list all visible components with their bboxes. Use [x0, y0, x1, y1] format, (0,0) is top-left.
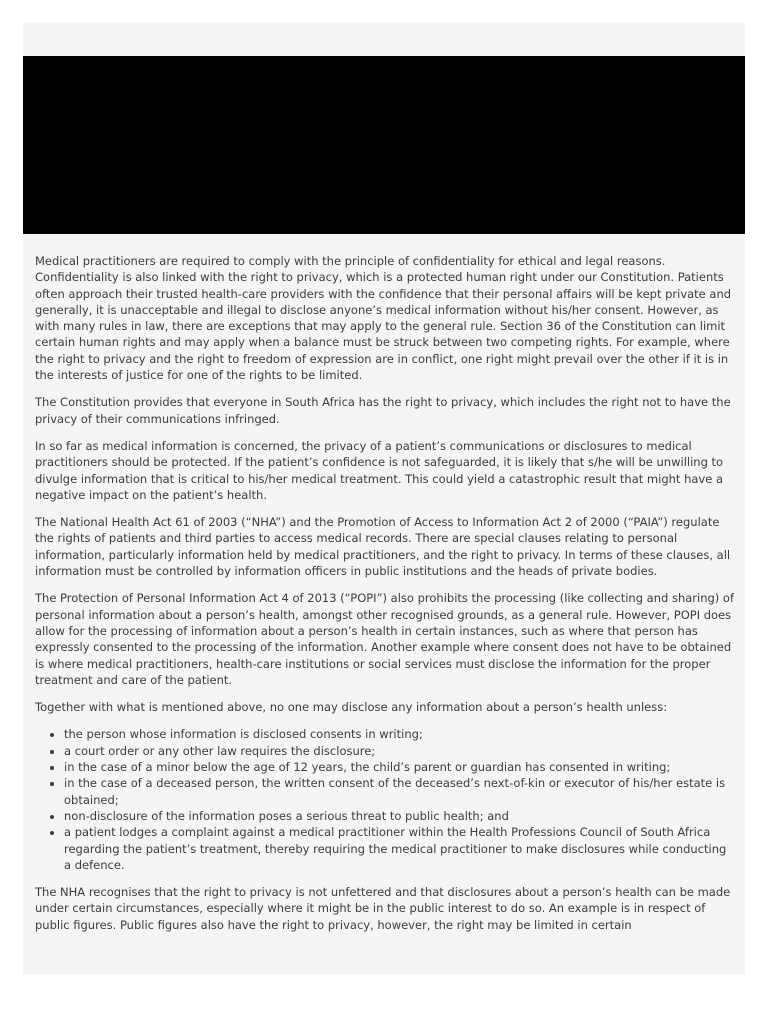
- list-item: • the person whose information is disclosed consents in writing;: [64, 726, 735, 742]
- list-item: • non-disclosure of the information poses a serious threat to public health; and: [64, 808, 735, 824]
- article-body: [35, 253, 735, 944]
- list-item: • a court order or any other law requires the disclosure;: [64, 743, 735, 759]
- paragraph: The National Health Act 61 of 2003 (“NHA”) and the Promotion of Access to Information Act 2 of 2000 (“PAIA”) regulate the rights of patients and third parties to access medical records. There are special clauses relating to personal information, particularly information held by medical practitioners, and the right to privacy. In terms of these clauses, all information must be controlled by information officers in public institutions and the heads of private bodies.: [35, 515, 731, 579]
- paragraph: The Protection of Personal Information Act 4 of 2013 (“POPI”) also prohibits the processing (like collecting and sharing) of personal information about a person’s health, amongst other recognised grounds, as a general rule. However, POPI does allow for the processing of information about a person’s health in certain instances, such as where that person has expressly consented to the processing of the information. Another example where consent does not have to be obtained is where medical practitioners, health-care institutions or social services must disclose the information for the proper treatment and care of the patient.: [35, 591, 735, 687]
- disclosure-conditions-list: [35, 726, 735, 873]
- paragraph: The Constitution provides that everyone in South Africa has the right to privacy, which includes the right not to have the privacy of their communications infringed.: [35, 395, 731, 426]
- article-card: [23, 22, 745, 974]
- list-item: • a patient lodges a complaint against a medical practitioner within the Health Professions Council of South Africa regarding the patient’s treatment, thereby requiring the medical practitioner to make disclosures while conducting a defence.: [64, 824, 735, 873]
- paragraph: The NHA recognises that the right to privacy is not unfettered and that disclosures about a person’s health can be made under certain circumstances, especially where it might be in the public interest to do so. An example is in respect of public figures. Public figures also have the right to privacy, however, the right may be limited in certain: [35, 885, 731, 932]
- list-item: • in the case of a deceased person, the written consent of the deceased’s next-of-kin or executor of his/her estate is obtained;: [64, 775, 735, 808]
- paragraph: Medical practitioners are required to comply with the principle of confidentiality for ethical and legal reasons. Confidentiality is also linked with the right to privacy, which is a protected human right under our Constitution. Patients often approach their trusted health-care providers with the confidence that their personal affairs will be kept private and generally, it is unacceptable and illegal to disclose anyone’s medical information without his/her consent. However, as with many rules in law, there are exceptions that may apply to the general rule. Section 36 of the Constitution can limit certain human rights and may apply when a balance must be struck between two competing rights. For example, where the right to privacy and the right to freedom of expression are in conflict, one right might prevail over the other if it is in the interests of justice for one of the rights to be limited.: [35, 254, 732, 383]
- paragraph: In so far as medical information is concerned, the privacy of a patient’s communications or disclosures to medical practitioners should be protected. If the patient’s confidence is not safeguarded, it is likely that s/he will be unwilling to divulge information that is critical to his/her medical treatment. This could yield a catastrophic result that might have a negative impact on the patient’s health.: [35, 438, 724, 502]
- paragraph: Together with what is mentioned above, no one may disclose any information about a person’s health unless:: [35, 700, 668, 715]
- hero-image: [23, 56, 745, 234]
- list-item: • in the case of a minor below the age of 12 years, the child’s parent or guardian has consented in writing;: [64, 759, 735, 775]
